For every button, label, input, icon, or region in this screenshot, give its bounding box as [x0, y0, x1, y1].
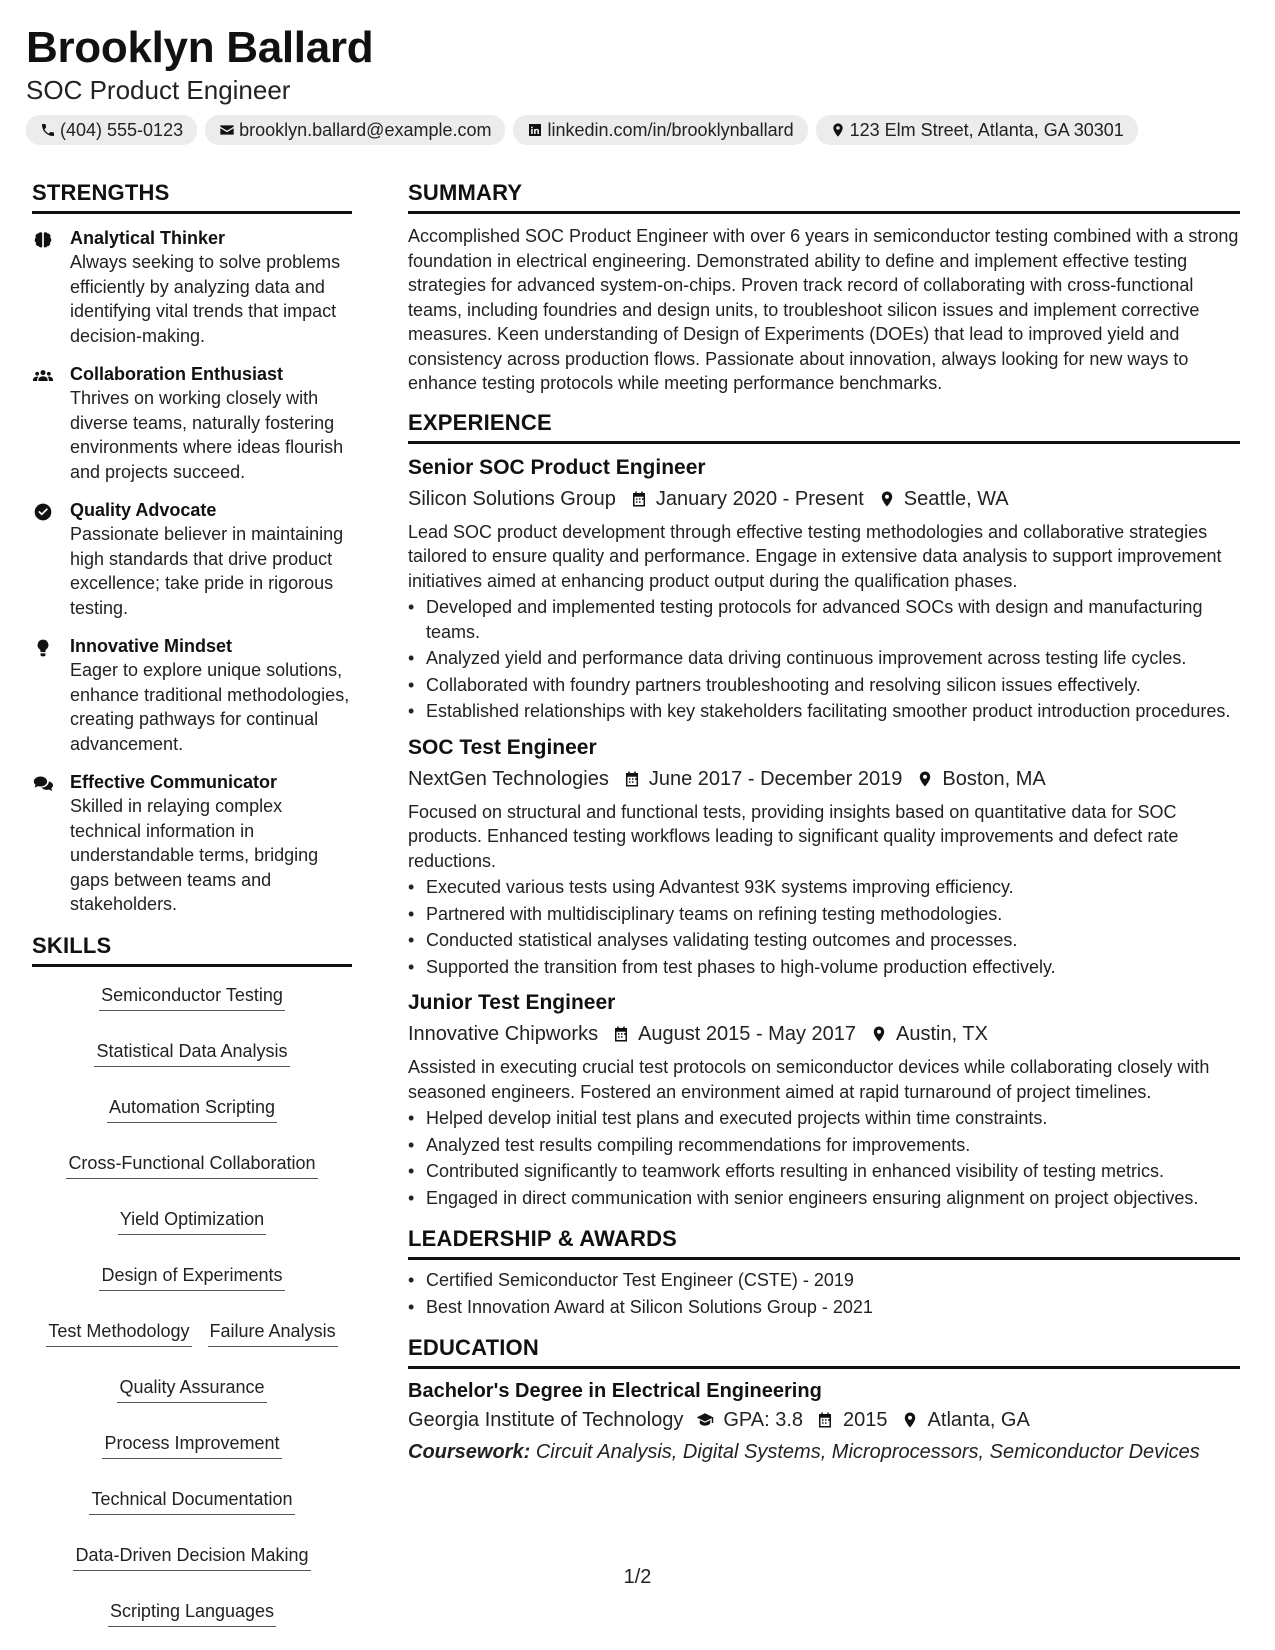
job-bullets: [408, 1106, 1240, 1210]
contact-email[interactable]: [205, 115, 505, 145]
strength-desc: Always seeking to solve problems efficiently by analyzing data and identifying vital trends that impact decision-making.: [70, 252, 341, 346]
education-coursework: [408, 1437, 1240, 1467]
lightbulb-icon: [32, 638, 54, 658]
job-location: Austin, TX: [896, 1023, 988, 1045]
skill-tag: Semiconductor Testing: [99, 983, 285, 1011]
strength-desc: Eager to explore unique solutions, enhance traditional methodologies, creating pathways for continual advancement.: [70, 660, 350, 754]
skill-tag: Scripting Languages: [108, 1599, 276, 1627]
candidate-name: Brooklyn Ballard: [26, 23, 374, 72]
skill-tag: Failure Analysis: [208, 1319, 338, 1347]
job-meta: [408, 484, 1240, 514]
calendar-icon: [815, 1411, 835, 1429]
job-dates: January 2020 - Present: [655, 487, 864, 510]
job-bullets: [408, 875, 1240, 979]
list-item: • Partnered with multidisciplinary teams on refining testing methodologies.: [408, 902, 1240, 927]
page-number: 1/2: [623, 1566, 652, 1588]
contact-phone[interactable]: [26, 115, 197, 145]
job-bullets: [408, 595, 1240, 724]
skill-tag: Statistical Data Analysis: [94, 1039, 289, 1067]
skill-tag: Cross-Functional Collaboration: [66, 1151, 317, 1179]
location-pin-icon: [870, 1025, 888, 1043]
strength-item: [32, 362, 352, 484]
list-item: • Supported the transition from test phases to high-volume production effectively.: [408, 955, 1240, 980]
strengths-heading: STRENGTHS: [32, 178, 352, 214]
job-dates: August 2015 - May 2017: [638, 1023, 857, 1045]
coursework-label: Coursework:: [408, 1441, 531, 1463]
phone-icon: [40, 122, 56, 138]
strengths-list: [32, 226, 352, 917]
job-entry: [408, 454, 1240, 724]
strength-item: [32, 498, 352, 620]
skill-tag: Data-Driven Decision Making: [73, 1543, 310, 1571]
job-desc: Focused on structural and functional tests, providing insights based on quantitative data for SOC products. Enhanced testing workflows leading to significant quality improvements and defect rate reductions.: [408, 801, 1179, 871]
list-item: • Helped develop initial test plans and executed projects within time constraints.: [408, 1106, 1240, 1131]
list-item: • Collaborated with foundry partners troubleshooting and resolving silicon issues effectively.: [408, 673, 1240, 698]
strength-title: Innovative Mindset: [70, 636, 233, 656]
strength-item: [32, 770, 352, 917]
contact-linkedin[interactable]: [513, 115, 807, 145]
list-item: • Contributed significantly to teamwork efforts resulting in enhanced visibility of testing metrics.: [408, 1159, 1240, 1184]
list-item: • Developed and implemented testing protocols for advanced SOCs with design and manufacturing teams.: [408, 595, 1240, 644]
strength-title: Collaboration Enthusiast: [70, 364, 284, 384]
list-item: • Engaged in direct communication with senior engineers ensuring alignment on project objectives.: [408, 1186, 1240, 1211]
calendar-icon: [612, 1025, 630, 1043]
left-column: [32, 178, 352, 1627]
graduation-cap-icon: [695, 1411, 715, 1429]
strength-title: Effective Communicator: [70, 772, 278, 792]
location-pin-icon: [900, 1411, 920, 1429]
experience-heading: EXPERIENCE: [408, 408, 1240, 444]
contact-address[interactable]: [816, 115, 1138, 145]
strength-title: Analytical Thinker: [70, 228, 226, 248]
candidate-title: SOC Product Engineer: [26, 75, 291, 105]
coursework-text: Circuit Analysis, Digital Systems, Microprocessors, Semiconductor Devices: [535, 1441, 1200, 1463]
awards-heading: LEADERSHIP & AWARDS: [408, 1224, 1240, 1260]
education-heading: EDUCATION: [408, 1333, 1240, 1369]
job-meta: [408, 764, 1240, 794]
list-item: • Executed various tests using Advantest 93K systems improving efficiency.: [408, 875, 1240, 900]
job-company: Innovative Chipworks: [408, 1023, 599, 1045]
job-location: Boston, MA: [942, 767, 1046, 790]
list-item: • Analyzed test results compiling recommendations for improvements.: [408, 1133, 1240, 1158]
skill-tag: Design of Experiments: [99, 1263, 284, 1291]
list-item: • Established relationships with key stakeholders facilitating smoother product introduction procedures.: [408, 699, 1240, 724]
users-icon: [32, 366, 54, 386]
education-location: Atlanta, GA: [927, 1409, 1030, 1431]
brain-icon: [32, 230, 54, 250]
contact-email-text: brooklyn.ballard@example.com: [239, 119, 492, 140]
skill-tag: Automation Scripting: [107, 1095, 277, 1123]
job-role: Senior SOC Product Engineer: [408, 455, 706, 479]
job-meta: [408, 1019, 1240, 1049]
job-role: SOC Test Engineer: [408, 735, 597, 759]
summary-heading: SUMMARY: [408, 178, 1240, 214]
strength-item: [32, 634, 352, 756]
skill-tag: Quality Assurance: [117, 1375, 266, 1403]
education-degree: Bachelor's Degree in Electrical Engineering: [408, 1380, 822, 1402]
skills-list: [32, 983, 352, 1627]
contact-bar: [26, 115, 1246, 145]
list-item: • Best Innovation Award at Silicon Solutions Group - 2021: [408, 1295, 1240, 1320]
education-year: 2015: [843, 1409, 888, 1431]
list-item: • Conducted statistical analyses validating testing outcomes and processes.: [408, 928, 1240, 953]
envelope-icon: [219, 122, 235, 138]
strength-desc: Thrives on working closely with diverse teams, naturally fostering environments where ideas flourish and projects succeed.: [70, 388, 344, 482]
strength-item: [32, 226, 352, 348]
skill-tag: Yield Optimization: [118, 1207, 266, 1235]
skill-tag: Test Methodology: [46, 1319, 191, 1347]
job-company: NextGen Technologies: [408, 767, 609, 790]
awards-list: [408, 1268, 1240, 1319]
contact-linkedin-text: linkedin.com/in/brooklynballard: [547, 119, 794, 140]
job-desc: Lead SOC product development through effective testing methodologies and collaborative strategies tailored to ensure quality and performance. Engage in extensive data analysis to support improvement initiatives aimed at enhancing product output during the qualification phases.: [408, 521, 1222, 591]
education-meta: [408, 1405, 1240, 1435]
calendar-icon: [623, 770, 641, 788]
strength-desc: Passionate believer in maintaining high standards that drive product excellence; take pride in rigorous testing.: [70, 524, 344, 618]
job-dates: June 2017 - December 2019: [648, 767, 903, 790]
calendar-icon: [630, 490, 648, 508]
education-school: Georgia Institute of Technology: [408, 1409, 684, 1431]
right-column: [408, 178, 1240, 1467]
education-gpa: GPA: 3.8: [723, 1409, 804, 1431]
comments-icon: [32, 774, 54, 794]
strength-desc: Skilled in relaying complex technical information in understandable terms, bridging gaps between teams and stakeholders.: [70, 796, 319, 914]
strength-title: Quality Advocate: [70, 500, 217, 520]
location-pin-icon: [916, 770, 934, 788]
location-pin-icon: [830, 122, 846, 138]
contact-phone-text: (404) 555-0123: [60, 119, 184, 140]
list-item: • Certified Semiconductor Test Engineer (CSTE) - 2019: [408, 1268, 1240, 1293]
job-desc: Assisted in executing crucial test protocols on semiconductor devices while collaborating closely with seasoned engineers. Fostered an environment aimed at rapid turnaround of project timelines.: [408, 1057, 1210, 1102]
check-circle-icon: [32, 502, 54, 522]
contact-address-text: 123 Elm Street, Atlanta, GA 30301: [849, 119, 1124, 140]
skills-heading: SKILLS: [32, 931, 352, 967]
skill-tag: Process Improvement: [102, 1431, 281, 1459]
skill-tag: Technical Documentation: [89, 1487, 294, 1515]
job-location: Seattle, WA: [903, 487, 1009, 510]
summary-text: Accomplished SOC Product Engineer with over 6 years in semiconductor testing combined with a strong foundation in electrical engineering. Demonstrated ability to define and implement effective testing strategies for advanced system-on-chips. Proven track record of collaborating with cross-functional teams, including foundries and design units, to troubleshoot silicon issues and implement corrective measures. Keen understanding of Design of Experiments (DOEs) that lead to improved yield and consistency across production flows. Passionate about innovation, always looking for new ways to enhance testing protocols while meeting performance benchmarks.: [408, 226, 1239, 393]
job-entry: [408, 989, 1240, 1210]
job-role: Junior Test Engineer: [408, 991, 616, 1014]
location-pin-icon: [878, 490, 896, 508]
resume-header: [26, 22, 1246, 145]
job-company: Silicon Solutions Group: [408, 487, 616, 510]
list-item: • Analyzed yield and performance data driving continuous improvement across testing life cycles.: [408, 646, 1240, 671]
job-entry: [408, 734, 1240, 980]
linkedin-icon: [527, 122, 543, 138]
